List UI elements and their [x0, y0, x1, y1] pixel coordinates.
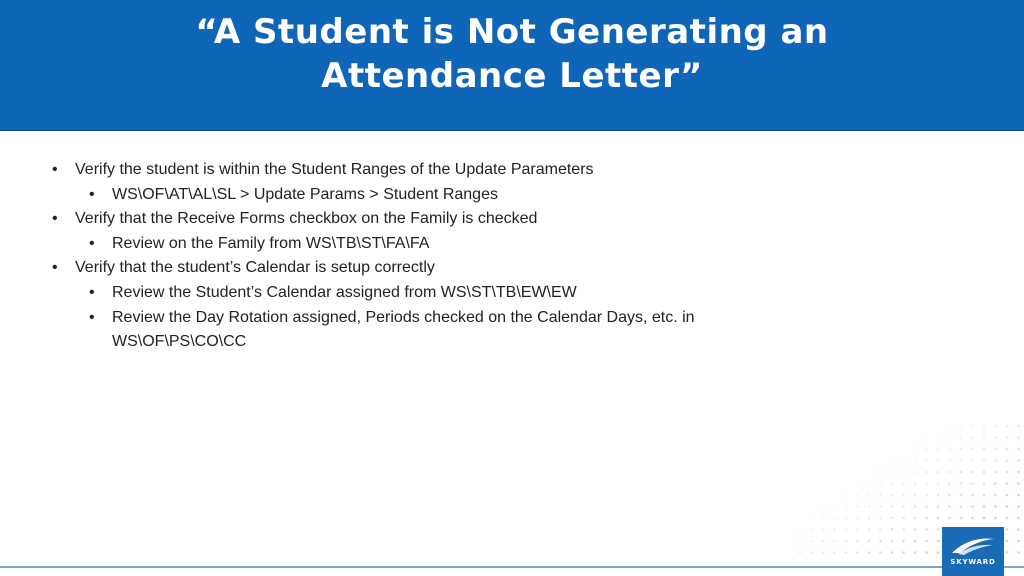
sub-bullet-item: • Review the Day Rotation assigned, Periods checked on the Calendar Days, etc. in WS\OF\PS\CO\CC [89, 306, 812, 355]
sub-bullet-item: • Review the Student’s Calendar assigned from WS\ST\TB\EW\EW [89, 281, 812, 306]
skyward-swoosh-icon [942, 527, 1004, 576]
bullet-item: • Verify that the Receive Forms checkbox on the Family is checked [52, 207, 812, 232]
bullet-item: • Verify that the student’s Calendar is setup correctly [52, 256, 812, 281]
sub-bullet-item: • WS\OF\AT\AL\SL > Update Params > Student Ranges [89, 183, 812, 208]
bullet-item: • Verify the student is within the Student Ranges of the Update Parameters [52, 158, 812, 183]
slide-title [0, 10, 1024, 98]
footer-divider [0, 566, 1024, 568]
slide-title-line-2: Attendance Letter” [321, 56, 703, 96]
logo-text: SKYWARD [950, 558, 996, 566]
title-banner [0, 0, 1024, 131]
slide-title-line-1: “A Student is Not Generating an [195, 12, 829, 52]
bullet-list [52, 158, 812, 355]
sub-bullet-item: • Review on the Family from WS\TB\ST\FA\FA [89, 232, 812, 257]
skyward-logo [942, 527, 1004, 576]
